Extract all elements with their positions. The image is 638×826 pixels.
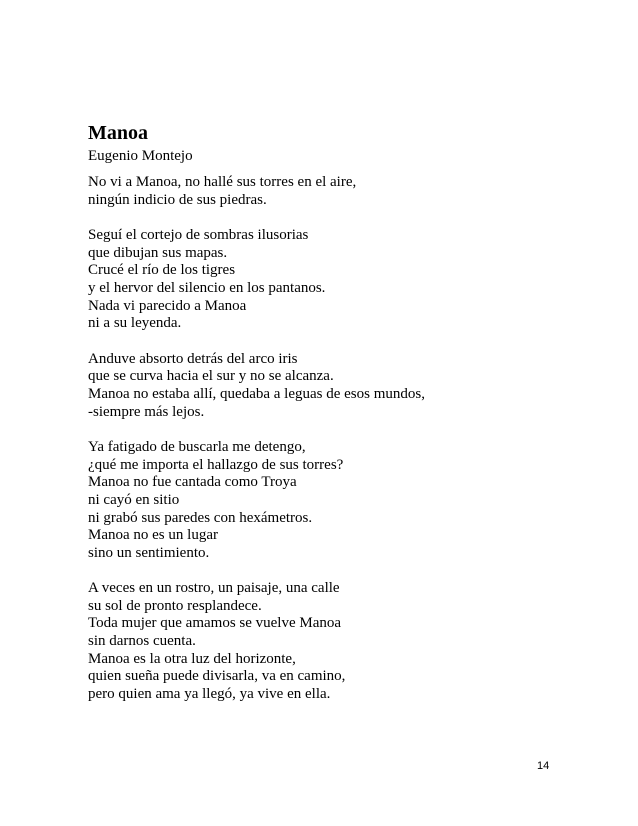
verse-line: sino un sentimiento. [88,544,210,561]
verse-line: sin darnos cuenta. [88,633,196,650]
stanza [88,439,568,562]
verse-line: Manoa es la otra luz del horizonte, [88,650,296,667]
verse-line: Manoa no fue cantada como Troya [88,474,297,491]
stanza [88,174,568,209]
verse-line: ningún indicio de sus piedras. [88,191,267,208]
verse-line: que dibujan sus mapas. [88,244,228,261]
poem [88,120,568,721]
verse-line: ni grabó sus paredes con hexámetros. [88,509,313,526]
stanza [88,351,568,421]
verse-line: A veces en un rostro, un paisaje, una calle [88,580,340,597]
verse-line: ¿qué me importa el hallazgo de sus torres? [88,456,344,473]
verse-line: -siempre más lejos. [88,403,205,420]
verse-line: Manoa no estaba allí, quedaba a leguas de esos mundos, [88,385,425,402]
stanza [88,580,568,703]
verse-line: y el hervor del silencio en los pantanos. [88,279,326,296]
poem-title: Manoa [88,122,148,144]
verse-line: Nada vi parecido a Manoa [88,297,247,314]
page-number: 14 [537,760,550,772]
verse-line: pero quien ama ya llegó, ya vive en ella. [88,685,331,702]
verse-line: No vi a Manoa, no hallé sus torres en el aire, [88,174,357,190]
verse-line: su sol de pronto resplandece. [88,597,262,614]
verse-line: quien sueña puede divisarla, va en camino, [88,668,346,685]
verse-line: ni cayó en sitio [88,491,180,508]
verse-line: Ya fatigado de buscarla me detengo, [88,439,306,456]
verse-line: Seguí el cortejo de sombras ilusorias [88,227,309,244]
stanza [88,227,568,333]
verse-line: Toda mujer que amamos se vuelve Manoa [88,615,342,632]
verse-line: Crucé el río de los tigres [88,262,236,279]
verse-line: Manoa no es un lugar [88,527,218,544]
verse-line: ni a su leyenda. [88,315,182,332]
verse-line: Anduve absorto detrás del arco iris [88,350,298,367]
poem-author: Eugenio Montejo [88,148,193,164]
verse-line: que se curva hacia el sur y no se alcanza. [88,368,334,385]
